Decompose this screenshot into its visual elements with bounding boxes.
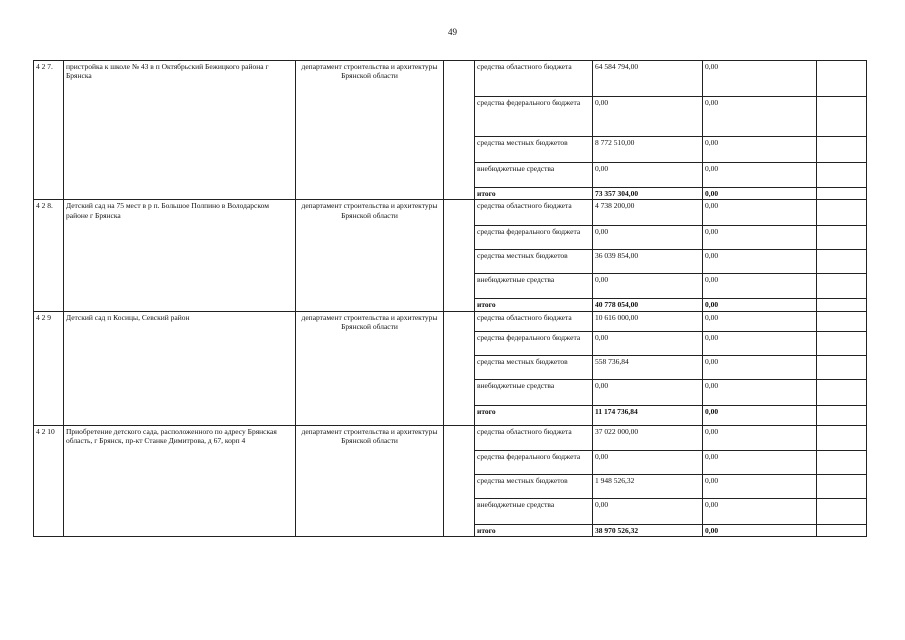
empty-cell [817,331,867,355]
amount-value: 36 039 854,00 [593,250,703,274]
amount-value-2: 0,00 [703,425,817,450]
funding-source: средства местных бюджетов [475,137,593,163]
empty-cell [817,163,867,188]
amount-value: 11 174 736,84 [593,405,703,425]
amount-value-2: 0,00 [703,331,817,355]
amount-value-2: 0,00 [703,311,817,331]
amount-value-2: 0,00 [703,498,817,524]
responsible-department: департамент строительства и архитектуры Брянской области [296,425,444,536]
amount-value: 0,00 [593,498,703,524]
amount-value-2: 0,00 [703,474,817,498]
empty-cell [817,355,867,379]
amount-value: 10 616 000,00 [593,311,703,331]
budget-table [33,60,867,537]
empty-cell [817,61,867,97]
funding-source: внебюджетные средства [475,274,593,299]
amount-value: 73 357 304,00 [593,188,703,200]
table-row [34,425,867,450]
amount-value: 0,00 [593,97,703,137]
amount-value-2: 0,00 [703,97,817,137]
item-name: Детский сад п Косицы, Севский район [64,311,296,425]
amount-value: 0,00 [593,331,703,355]
amount-value-2: 0,00 [703,163,817,188]
amount-value-2: 0,00 [703,274,817,299]
empty-cell [817,379,867,405]
item-name: Приобретение детского сада, расположенного по адресу Брянская область, г Брянск, пр-кт Станке Димитрова, д 67, корп 4 [64,425,296,536]
empty-cell [817,137,867,163]
item-number: 4 2 7. [34,61,64,200]
funding-source: итого [475,405,593,425]
amount-value: 0,00 [593,226,703,250]
amount-value-2: 0,00 [703,200,817,226]
responsible-department: департамент строительства и архитектуры Брянской области [296,200,444,311]
funding-source: средства областного бюджета [475,425,593,450]
empty-cell [817,250,867,274]
amount-value: 37 022 000,00 [593,425,703,450]
item-number: 4 2 10 [34,425,64,536]
amount-value: 64 584 794,00 [593,61,703,97]
page-number: 49 [448,27,457,37]
amount-value: 8 772 510,00 [593,137,703,163]
responsible-department: департамент строительства и архитектуры Брянской области [296,61,444,200]
amount-value-2: 0,00 [703,137,817,163]
funding-source: средства областного бюджета [475,311,593,331]
funding-source: внебюджетные средства [475,498,593,524]
funding-source: средства местных бюджетов [475,355,593,379]
funding-source: внебюджетные средства [475,379,593,405]
funding-source: средства федерального бюджета [475,450,593,474]
empty-cell [817,524,867,536]
empty-cell [817,425,867,450]
item-number: 4 2 8. [34,200,64,311]
funding-source: итого [475,188,593,200]
empty-cell [817,498,867,524]
funding-source: средства федерального бюджета [475,331,593,355]
item-name: пристройка к школе № 43 в п Октябрьский Бежицкого района г Брянска [64,61,296,200]
amount-value-2: 0,00 [703,355,817,379]
empty-cell [817,299,867,311]
amount-value-2: 0,00 [703,250,817,274]
table-row [34,200,867,226]
amount-value-2: 0,00 [703,405,817,425]
empty-cell [444,425,475,536]
budget-table-body [34,61,867,537]
funding-source: средства местных бюджетов [475,250,593,274]
funding-source: средства областного бюджета [475,200,593,226]
funding-source: итого [475,524,593,536]
amount-value: 0,00 [593,450,703,474]
amount-value: 0,00 [593,163,703,188]
funding-source: средства федерального бюджета [475,226,593,250]
funding-source: средства местных бюджетов [475,474,593,498]
funding-source: средства федерального бюджета [475,97,593,137]
amount-value-2: 0,00 [703,379,817,405]
empty-cell [444,61,475,200]
empty-cell [817,200,867,226]
empty-cell [817,226,867,250]
amount-value: 1 948 526,32 [593,474,703,498]
amount-value-2: 0,00 [703,188,817,200]
empty-cell [444,200,475,311]
amount-value: 0,00 [593,274,703,299]
amount-value: 40 778 054,00 [593,299,703,311]
amount-value: 4 738 200,00 [593,200,703,226]
empty-cell [817,188,867,200]
amount-value-2: 0,00 [703,226,817,250]
empty-cell [817,97,867,137]
amount-value: 558 736,84 [593,355,703,379]
amount-value: 38 970 526,32 [593,524,703,536]
table-row [34,61,867,97]
empty-cell [444,311,475,425]
item-name: Детский сад на 75 мест в р п. Большое Полпино в Володарском районе г Брянска [64,200,296,311]
empty-cell [817,450,867,474]
funding-source: внебюджетные средства [475,163,593,188]
empty-cell [817,274,867,299]
responsible-department: департамент строительства и архитектуры Брянской области [296,311,444,425]
item-number: 4 2 9 [34,311,64,425]
amount-value-2: 0,00 [703,524,817,536]
funding-source: итого [475,299,593,311]
empty-cell [817,405,867,425]
amount-value: 0,00 [593,379,703,405]
amount-value-2: 0,00 [703,61,817,97]
amount-value-2: 0,00 [703,450,817,474]
empty-cell [817,474,867,498]
empty-cell [817,311,867,331]
funding-source: средства областного бюджета [475,61,593,97]
table-row [34,311,867,331]
amount-value-2: 0,00 [703,299,817,311]
